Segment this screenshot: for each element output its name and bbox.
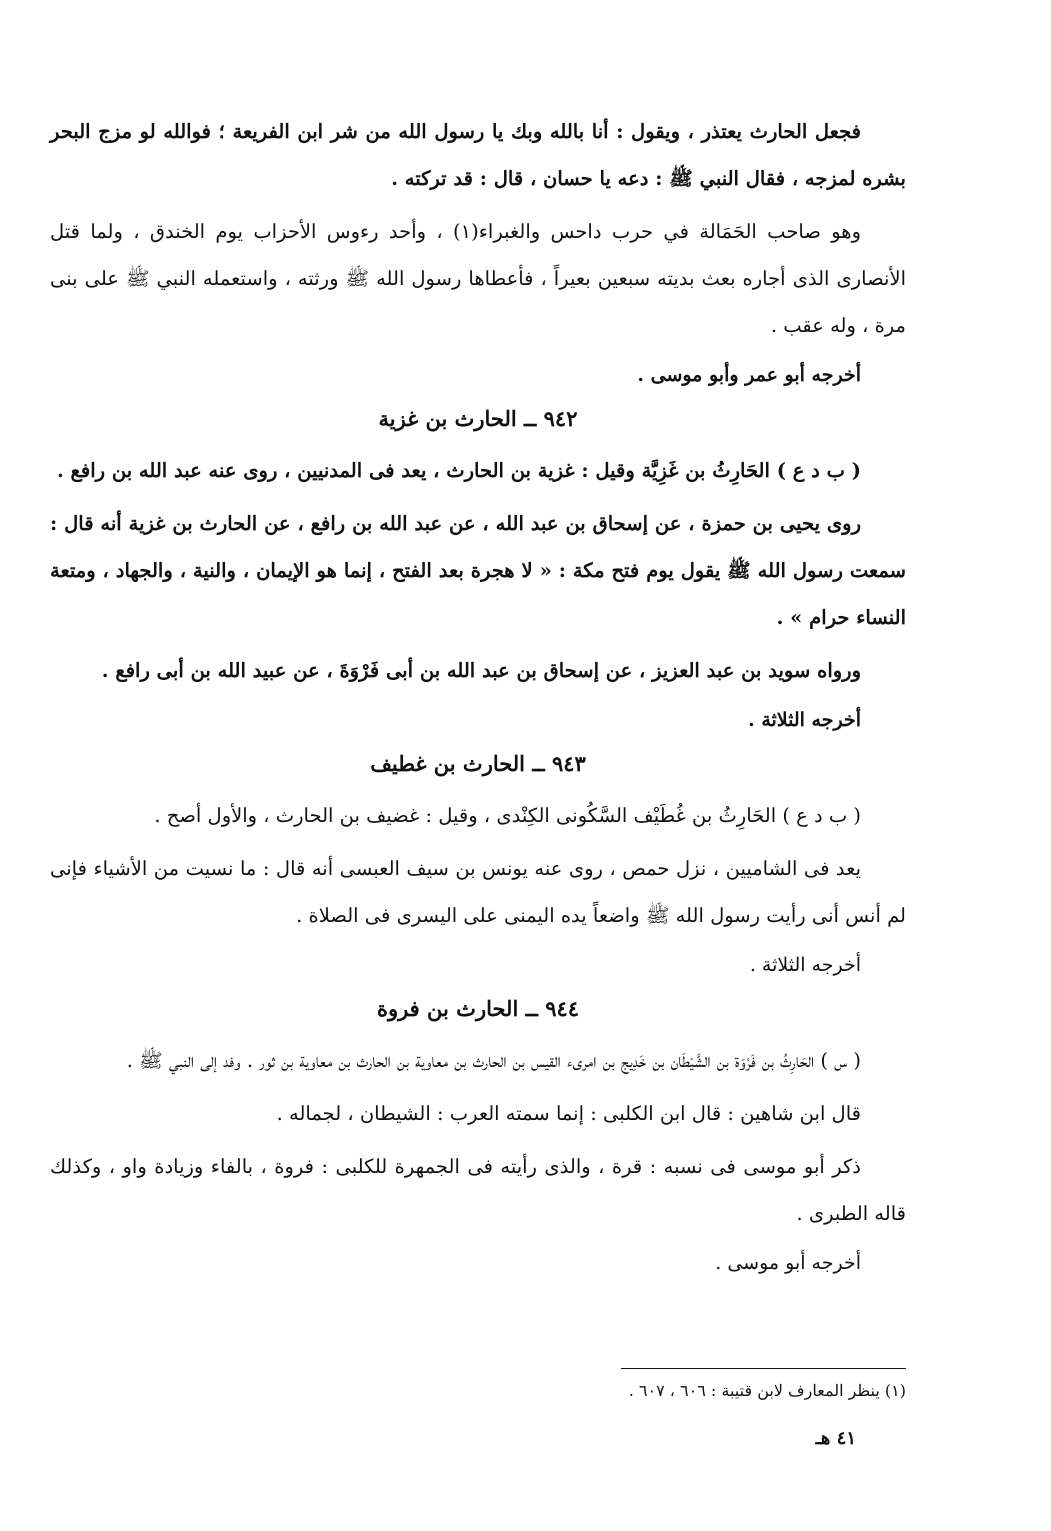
source-credit: أخرجه الثلاثة . — [748, 709, 861, 731]
entry-heading: ٩٤٣ ــ الحارث بن غطيف — [370, 751, 586, 776]
source-credit: أخرجه الثلاثة . — [749, 954, 861, 976]
paragraph: ( س ) الحَارِثُ بن فَرْوَة بن الشَّيْطَان بن خَدِيج بن امرىء القيس بن الحارث بن معاوية بن الحارث بن معاوية بن ثور . وفد إلى النبي ﷺ . — [126, 1049, 861, 1072]
entry-heading: ٩٤٢ ــ الحارث بن غزية — [378, 406, 578, 431]
source-credit: أخرجه أبو موسى . — [715, 1252, 861, 1274]
page-body — [50, 108, 906, 1283]
entry-heading: ٩٤٤ ــ الحارث بن فروة — [376, 996, 580, 1021]
footnote: (١) ينظر المعارف لابن قتيبة : ٦٠٦ ، ٦٠٧ . — [628, 1381, 906, 1400]
page-number: ٤١ هـ — [815, 1428, 856, 1449]
paragraph: ( ب د ع ) الحَارِثُ بن غُطَيْف السَّكُونى الكِنْدى ، وقيل : غضيف بن الحارث ، والأول أصح . — [154, 804, 861, 827]
paragraph: روى يحيى بن حمزة ، عن إسحاق بن عبد الله ، عن عبد الله بن رافع ، عن الحارث بن غزية أنه قال : سمعت رسول الله ﷺ يقول يوم فتح مكة : « لا هجرة بعد الفتح ، إنما هو الإيمان ، والنية ، والجهاد ، ومتعة النساء حرام » . — [50, 512, 906, 629]
paragraph: ( ب د ع ) الحَارِثُ بن غَزِيَّة وقيل : غزية بن الحارث ، يعد فى المدنيين ، روى عنه عبد الله بن رافع . — [56, 459, 861, 482]
paragraph: يعد فى الشاميين ، نزل حمص ، روى عنه يونس بن سيف العبسى أنه قال : ما نسيت من الأشياء فإنى لم أنس أنى رأيت رسول الله ﷺ واضعاً يده اليمنى على اليسرى فى الصلاة . — [50, 857, 906, 927]
footnote-divider — [621, 1368, 906, 1369]
paragraph: ذكر أبو موسى فى نسبه : قرة ، والذى رأيته فى الجمهرة للكلبى : فروة ، بالفاء وزيادة واو ، وكذلك قاله الطبرى . — [50, 1155, 906, 1225]
paragraph: وهو صاحب الحَمَالة في حرب داحس والغبراء(١) ، وأحد رءوس الأحزاب يوم الخندق ، ولما قتل الأنصارى الذى أجاره بعث بديته سبعين بعيراً ، فأعطاها رسول الله ﷺ ورثته ، واستعمله النبي ﷺ على بنى مرة ، وله عقب . — [50, 220, 906, 337]
paragraph: فجعل الحارث يعتذر ، ويقول : أنا بالله وبك يا رسول الله من شر ابن الفريعة ؛ فوالله لو مزج البحر بشره لمزجه ، فقال النبي ﷺ : دعه يا حسان ، قال : قد تركته . — [50, 120, 906, 190]
paragraph: قال ابن شاهين : قال ابن الكلبى : إنما سمته العرب : الشيطان ، لجماله . — [276, 1102, 861, 1125]
paragraph: ورواه سويد بن عبد العزيز ، عن إسحاق بن عبد الله بن أبى فَرْوَةَ ، عن عبيد الله بن أبى رافع . — [101, 659, 861, 682]
source-credit: أخرجه أبو عمر وأبو موسى . — [637, 364, 861, 386]
